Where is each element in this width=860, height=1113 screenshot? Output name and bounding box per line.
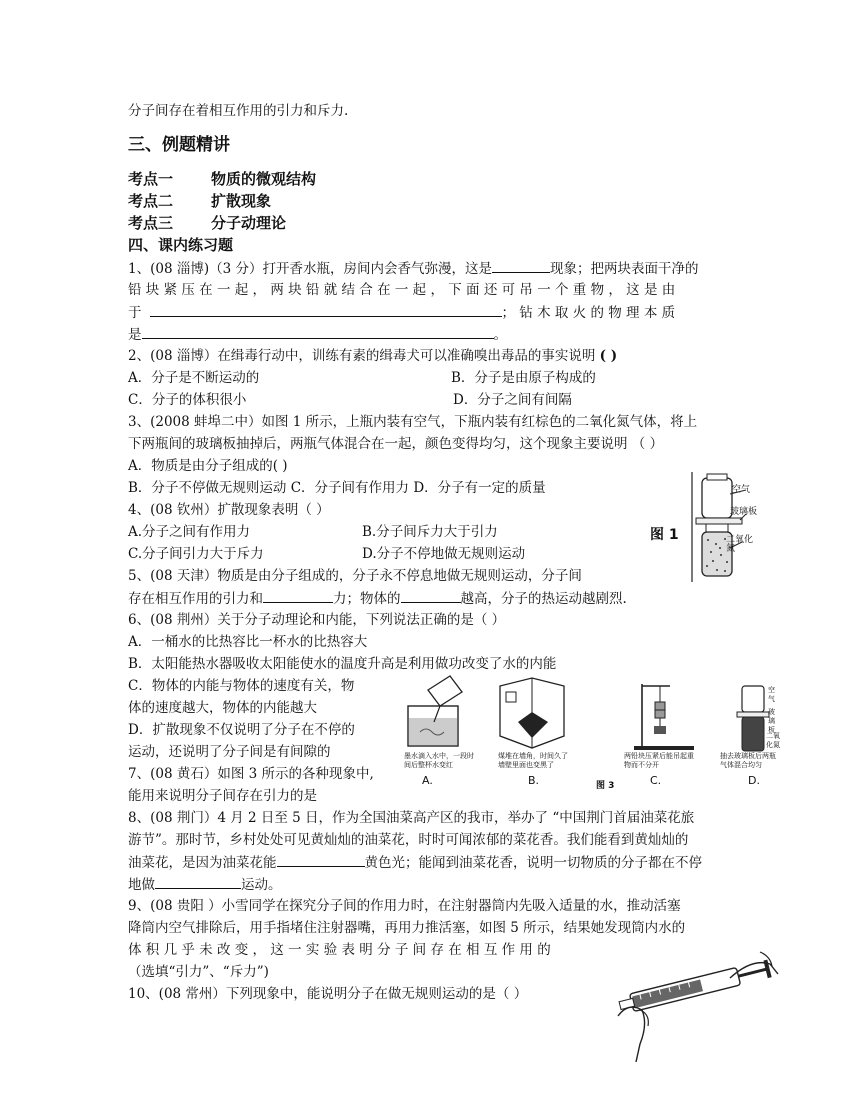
- fig3-label-b: B.: [528, 774, 540, 787]
- question-3-line-1: 3、(2008 蚌埠二中）如图 1 所示，上瓶内装有空气，下瓶内装有红棕色的二氧化氮气体，将上: [128, 414, 698, 430]
- question-8-line-2: 游节”。那时节，乡村处处可见黄灿灿的油菜花，时时可闻浓郁的菜花香。我们能看到黄灿灿的: [128, 832, 689, 848]
- answer-blank[interactable]: [142, 324, 494, 339]
- label-air: 空气: [732, 485, 751, 495]
- question-4-option-c: C.分子间引力大于斥力: [128, 546, 264, 562]
- question-4-option-b: B.分子间斥力大于引力: [362, 524, 498, 540]
- answer-blank[interactable]: [155, 874, 241, 889]
- question-8-line-1: 8、(08 荆门）4 月 2 日至 5 日，作为全国油菜高产区的我市，举办了 “中国荆门首届油菜花旅: [128, 810, 695, 826]
- fig3-label-air: 空气: [768, 686, 775, 703]
- question-2-stem: 2、(08 淄博）在缉毒行动中，训练有素的缉毒犬可以准确嗅出毒品的事实说明 ( ): [128, 348, 618, 364]
- section-heading-4: 四、课内练习题: [128, 236, 234, 254]
- question-4-option-a: A.分子之间有作用力: [128, 524, 251, 540]
- question-3-option-a: A．物质是由分子组成的( ): [128, 458, 288, 474]
- intro-text: 分子间存在着相互作用的引力和斥力.: [128, 103, 349, 119]
- question-6-stem: 6、(08 荆州）关于分子动理论和内能，下列说法正确的是（ ）: [128, 612, 506, 628]
- question-9-line-3: 体 积 几 乎 未 改 变 ， 这 一 实 验 表 明 分 子 间 存 在 相 互 作 用 的: [128, 942, 551, 958]
- question-2-option-c: C．分子的体积很小: [128, 392, 247, 408]
- label-no2: 二氧化氮: [726, 535, 754, 554]
- question-5-line-1: 5、(08 天津）物质是由分子组成的，分子永不停息地做无规则运动，分子间: [128, 568, 582, 584]
- fig3-label-glass: 玻璃板: [768, 708, 775, 734]
- question-3-line-2: 下两瓶间的玻璃板抽掉后，两瓶气体混合在一起，颜色变得均匀，这个现象主要说明 （ ）: [128, 436, 664, 452]
- section-heading-3: 三、例题精讲: [128, 135, 230, 155]
- question-2-option-d: D．分子之间有间隔: [453, 392, 572, 408]
- answer-blank[interactable]: [263, 588, 333, 603]
- label-glass-plate: 玻璃板: [730, 507, 758, 517]
- answer-blank[interactable]: [401, 588, 461, 603]
- question-1-line-3: 于 ； 钻 木 取 火 的 物 理 本 质: [128, 302, 675, 323]
- question-4-stem: 4、(08 钦州）扩散现象表明（ ）: [128, 502, 330, 518]
- beaker-illustration: [400, 672, 475, 750]
- question-7-line-1: 7、(08 黄石）如图 3 所示的各种现象中,: [128, 766, 374, 782]
- question-9-line-2: 降筒内空气排除后，用手指堵住注射器嘴，再用力推活塞，如图 5 所示，结果她发现筒内水的: [128, 920, 686, 936]
- fig3-title: 图 3: [596, 781, 615, 791]
- wall-corner-illustration: [496, 676, 568, 750]
- key-point-1: 考点一 物质的微观结构: [128, 170, 317, 188]
- fig3-label-d: D.: [748, 774, 760, 787]
- question-8-line-3: 油菜花，是因为油菜花能 黄色光；能闻到油菜花香，说明一切物质的分子都在不停: [128, 852, 702, 873]
- question-6-option-c-2: 体的速度越大，物体的内能越大: [128, 700, 317, 716]
- question-6-option-d-2: 运动，还说明了分子间是有间隙的: [128, 744, 331, 760]
- question-6-option-d-1: D．扩散现象不仅说明了分子在不停的: [128, 722, 355, 738]
- question-4-option-d: D.分子不停地做无规则运动: [362, 546, 526, 562]
- fig3-label-no2: 二氧化氮: [766, 732, 780, 749]
- fig3-label-a: A.: [422, 774, 433, 787]
- fig3-caption-a: 墨水滴入水中，一段时间后整杯水变红: [404, 752, 474, 769]
- figure-5: [610, 938, 780, 1063]
- question-6-option-a: A．一桶水的比热容比一杯水的比热容大: [128, 634, 368, 650]
- question-5-line-2: 存在相互作用的引力和 力；物体的 越高，分子的热运动越剧烈.: [128, 588, 627, 609]
- question-6-option-c-1: C．物体的内能与物体的速度有关，物: [128, 678, 355, 694]
- question-2-option-a: A．分子是不断运动的: [128, 370, 260, 386]
- figure-3: [400, 672, 780, 792]
- syringe-illustration: [610, 938, 780, 1063]
- question-1-line-2: 铅 块 紧 压 在 一 起 ， 两 块 铅 就 结 合 在 一 起 ， 下 面 还 可 吊 一 个 重 物 ， 这 是 由: [128, 282, 676, 298]
- question-9-line-4: （选填“引力”、“斥力”): [128, 964, 269, 980]
- question-1-line-1: 1、(08 淄博)（3 分）打开香水瓶，房间内会香气弥漫，这是 现象；把两块表面干净的: [128, 258, 698, 279]
- answer-blank[interactable]: [150, 302, 502, 317]
- question-3-options-bcd: B．分子不停做无规则运动 C．分子间有作用力 D．分子有一定的质量: [128, 480, 546, 496]
- question-10-stem: 10、(08 常州）下列现象中，能说明分子在做无规则运动的是（ ）: [128, 986, 528, 1002]
- question-6-option-b: B．太阳能热水器吸收太阳能使水的温度升高是利用做功改变了水的内能: [128, 656, 557, 672]
- fig3-label-c: C.: [650, 774, 662, 787]
- fig3-caption-c: 两铅块压紧后能吊起重物而不分开: [624, 752, 694, 769]
- fig3-caption-d: 抽去玻璃板后两瓶气体混合均匀: [720, 752, 776, 769]
- question-2-option-b: B．分子是由原子构成的: [451, 370, 596, 386]
- figure-1: [650, 470, 760, 582]
- question-7-line-2: 能用来说明分子间存在引力的是: [128, 788, 317, 804]
- key-point-2: 考点二 扩散现象: [128, 192, 272, 210]
- lead-blocks-illustration: [630, 680, 698, 752]
- fig3-caption-b: 煤堆在墙角，时间久了墙壁里面也变黑了: [498, 752, 568, 769]
- question-9-line-1: 9、(08 贵阳 ）小雪同学在探究分子间的作用力时，在注射器筒内先吸入适量的水，推动活塞: [128, 898, 681, 914]
- question-8-line-4: 地做 运动。: [128, 874, 282, 895]
- question-1-line-4: 是 。: [128, 324, 507, 345]
- key-point-3: 考点三 分子动理论: [128, 214, 287, 232]
- figure-1-label: 图 1: [650, 527, 679, 543]
- answer-blank[interactable]: [277, 852, 365, 867]
- answer-blank[interactable]: [492, 258, 550, 273]
